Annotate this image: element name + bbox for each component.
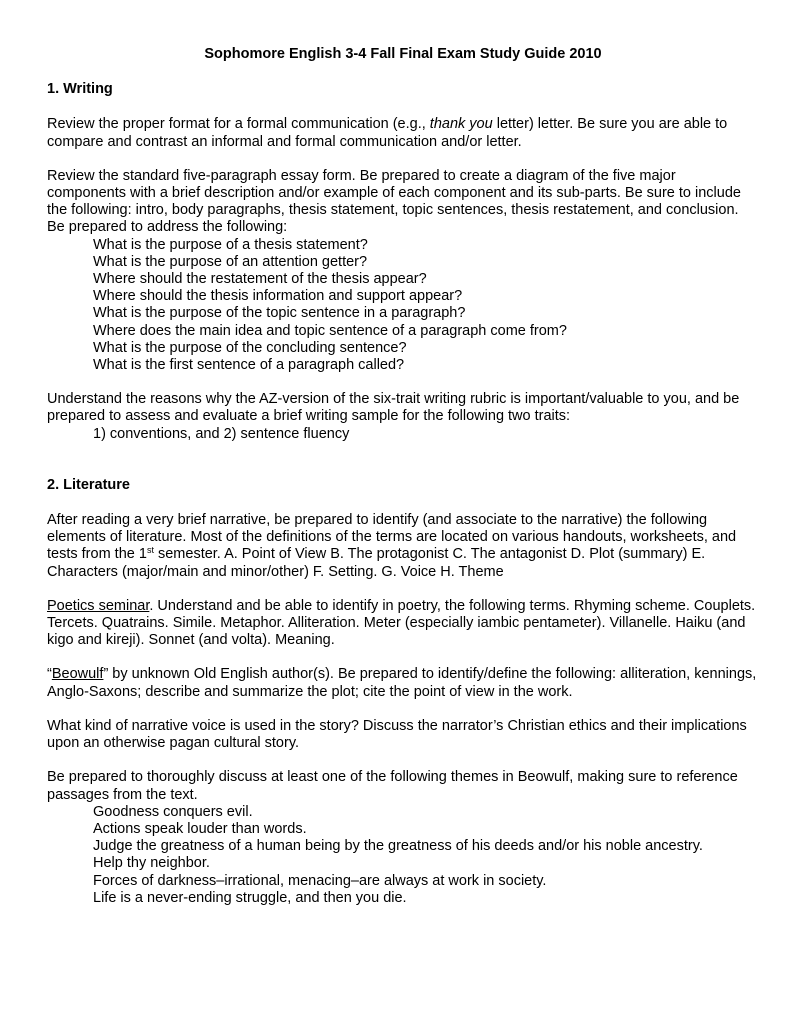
literature-paragraph-poetics: [47, 598, 757, 650]
traits-item: 1) conventions, and 2) sentence fluency: [93, 425, 350, 442]
section-heading-writing: 1. Writing: [47, 81, 113, 98]
section-heading-literature: 2. Literature: [47, 476, 130, 493]
writing-paragraph-essay-form: [47, 168, 757, 374]
essay-question-item: What is the first sentence of a paragraph called?: [93, 357, 405, 374]
theme-item: Help thy neighbor.: [93, 855, 210, 872]
essay-question-item: What is the purpose of a thesis statement?: [93, 236, 368, 253]
literature-paragraph-elements: [47, 512, 757, 581]
essay-question-item: Where should the restatement of the thesis appear?: [93, 271, 427, 288]
writing-paragraph-formal-communication: [47, 116, 757, 150]
writing-p1-text-after: letter) letter. Be sure you are able to compare and contrast an informal and formal communication and/or letter.: [47, 116, 728, 150]
document-title: Sophomore English 3-4 Fall Final Exam Study Guide 2010: [204, 46, 602, 62]
writing-paragraph-six-trait: [47, 391, 757, 443]
themes-list: [47, 804, 757, 907]
literature-p5-text: Be prepared to thoroughly discuss at least one of the following themes in Beowulf, making sure to reference passages from the text.: [47, 769, 738, 803]
spacer: [47, 443, 757, 460]
essay-question-item: What is the purpose of the concluding sentence?: [93, 339, 407, 356]
essay-question-item: What is the purpose of an attention getter?: [93, 253, 368, 270]
writing-p3-text: Understand the reasons why the AZ-version of the six-trait writing rubric is important/valuable to you, and be prepared to assess and evaluate a brief writing sample for the following two traits:: [47, 391, 740, 425]
literature-paragraph-themes: [47, 769, 757, 907]
spacer: [47, 460, 757, 477]
literature-p1-superscript: st: [146, 545, 154, 556]
theme-item: Judge the greatness of a human being by the greatness of his deeds and/or his noble ancestry.: [93, 838, 703, 855]
writing-p2-text: Review the standard five-paragraph essay form. Be prepared to create a diagram of the five major components with a brief description and/or example of each component and its sub-parts. Be sure to include the following: intro, body paragraphs, thesis statement, topic sentences, thesis restatement, and conclusion. Be prepared to address the following:: [47, 167, 741, 236]
beowulf-open-quote: “: [47, 666, 52, 683]
theme-item: Forces of darkness–irrational, menacing–are always at work in society.: [93, 872, 547, 889]
literature-paragraph-beowulf: [47, 666, 757, 700]
literature-p2-text: . Understand and be able to identify in poetry, the following terms. Rhyming scheme. Couplets. Tercets. Quatrains. Simile. Metaphor. Alliteration. Meter (especially iambic pentameter). Villanelle. Haiku (and kigo and kireji). Sonnet (and volta). Meaning.: [47, 597, 756, 649]
essay-questions-list: [47, 237, 757, 375]
theme-item: Goodness conquers evil.: [93, 803, 253, 820]
document-page: [47, 46, 757, 907]
literature-p1-text-after: semester. A. Point of View B. The protagonist C. The antagonist D. Plot (summary) E. Characters (major/main and minor/other) F. Setting. G. Voice H. Theme: [47, 546, 706, 580]
essay-question-item: Where does the main idea and topic sentence of a paragraph come from?: [93, 322, 567, 339]
theme-item: Actions speak louder than words.: [93, 820, 307, 837]
literature-p3-text: ” by unknown Old English author(s). Be prepared to identify/define the following: alliteration, kennings, Anglo-Saxons; describe and summarize the plot; cite the point of view in the work.: [47, 666, 757, 700]
theme-item: Life is a never-ending struggle, and then you die.: [93, 889, 407, 906]
literature-paragraph-narrative-voice: What kind of narrative voice is used in the story? Discuss the narrator’s Christian ethics and their implications upon an otherwise pagan cultural story.: [47, 717, 747, 752]
beowulf-title-underlined: Beowulf: [51, 666, 104, 683]
writing-p1-emphasis: thank you: [429, 116, 493, 133]
essay-question-item: What is the purpose of the topic sentence in a paragraph?: [93, 305, 466, 322]
traits-list: [47, 426, 757, 443]
essay-question-item: Where should the thesis information and support appear?: [93, 288, 463, 305]
poetics-seminar-underlined: Poetics seminar: [47, 597, 150, 614]
writing-p1-text-before: Review the proper format for a formal communication (e.g.,: [47, 116, 430, 133]
spacer: [47, 374, 757, 391]
literature-p1-text-before: After reading a very brief narrative, be prepared to identify (and associate to the narrative) the following elements of literature. Most of the definitions of the terms are located on various handouts, worksheets, and tests from the 1: [47, 512, 737, 563]
